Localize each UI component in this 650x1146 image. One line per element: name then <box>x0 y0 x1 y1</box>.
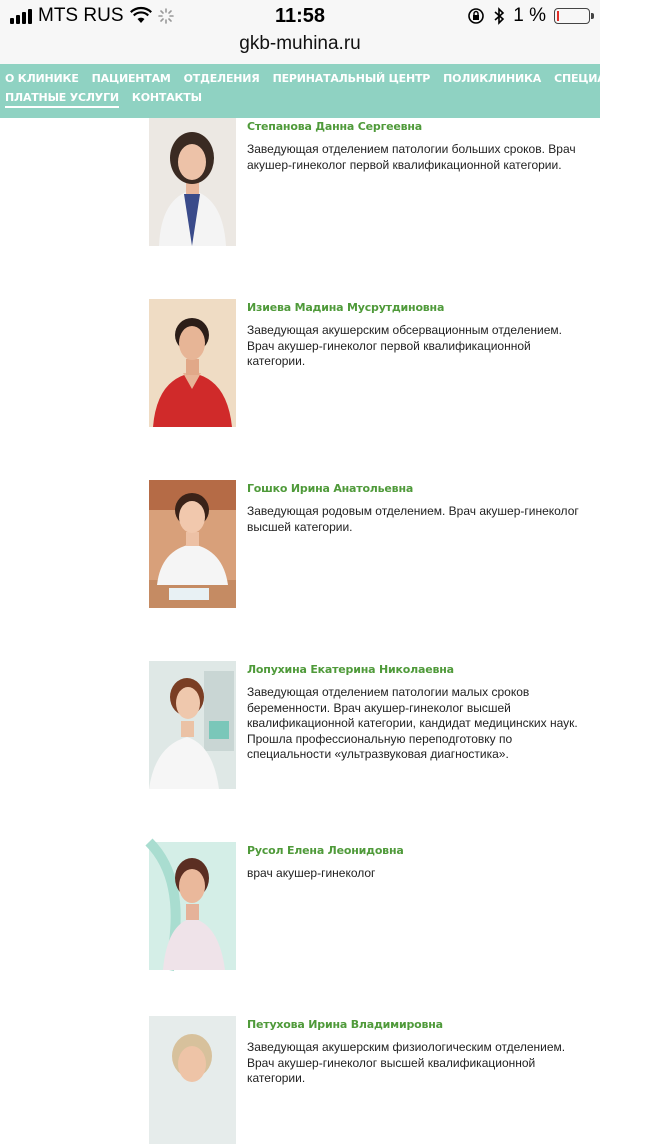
specialist-description: Заведующая акушерским обсервационным отделением. Врач акушер-гинеколог первой квалификационной категории. <box>247 323 562 368</box>
rotation-lock-icon <box>467 7 485 25</box>
battery-icon <box>554 8 590 24</box>
nav-item-paid-services[interactable]: ПЛАТНЫЕ УСЛУГИ <box>5 89 119 108</box>
nav-item-about[interactable]: О КЛИНИКЕ <box>5 72 79 85</box>
specialist-description: Заведующая акушерским физиологическим отделением. Врач акушер-гинеколог высшей квалификационной категории. <box>247 1040 566 1085</box>
nav-item-patients[interactable]: ПАЦИЕНТАМ <box>91 72 171 85</box>
nav-row-2 <box>5 89 595 108</box>
battery-percent: 1 % <box>513 5 546 26</box>
address-bar[interactable] <box>0 32 600 64</box>
specialist-description: врач акушер-гинеколог <box>247 866 376 880</box>
specialist-name[interactable]: Гошко Ирина Анатольевна <box>247 482 414 495</box>
specialist-photo <box>149 480 236 608</box>
specialist-card <box>149 118 589 248</box>
specialist-card <box>149 842 589 972</box>
nav-row-1 <box>5 70 650 89</box>
specialist-card <box>149 661 589 791</box>
specialist-photo <box>149 299 236 427</box>
specialist-card <box>149 299 589 429</box>
url-text: gkb-muhina.ru <box>239 33 361 54</box>
bluetooth-icon <box>493 7 505 25</box>
specialist-name[interactable]: Петухова Ирина Владимировна <box>247 1018 443 1031</box>
specialist-name[interactable]: Русол Елена Леонидовна <box>247 844 404 857</box>
specialist-name[interactable]: Лопухина Екатерина Николаевна <box>247 663 454 676</box>
nav-item-perinatal-center[interactable]: ПЕРИНАТАЛЬНЫЙ ЦЕНТР <box>272 72 431 85</box>
nav-item-contacts[interactable]: КОНТАКТЫ <box>131 91 202 104</box>
status-bar <box>0 0 600 32</box>
specialist-photo <box>149 118 236 246</box>
specialist-description: Заведующая родовым отделением. Врач акушер-гинеколог высшей категории. <box>247 504 579 534</box>
nav-item-specialists[interactable]: СПЕЦИАЛИСТЫ <box>554 72 650 85</box>
specialist-photo <box>149 661 236 789</box>
nav-item-departments[interactable]: ОТДЕЛЕНИЯ <box>183 72 260 85</box>
nav-item-polyclinic[interactable]: ПОЛИКЛИНИКА <box>443 72 542 85</box>
specialist-name[interactable]: Степанова Данна Сергеевна <box>247 120 423 133</box>
specialist-description: Заведующая отделением патологии больших сроков. Врач акушер-гинеколог первой квалификационной категории. <box>247 142 576 172</box>
carrier-label: MTS RUS <box>38 5 124 26</box>
main-nav <box>0 64 650 118</box>
specialist-card <box>149 1016 589 1146</box>
clock: 11:58 <box>274 5 326 27</box>
specialist-card <box>149 480 589 610</box>
specialist-name[interactable]: Изиева Мадина Мусрутдиновна <box>247 301 445 314</box>
specialist-description: Заведующая отделением патологии малых сроков беременности. Врач акушер-гинеколог высшей квалификационной категории, кандидат медицинских наук. Прошла профессиональную переподготовку по специальности «ультразвуковая диагностика». <box>247 685 578 761</box>
status-right <box>467 5 590 27</box>
specialist-photo <box>149 842 236 970</box>
specialist-photo <box>149 1016 236 1144</box>
